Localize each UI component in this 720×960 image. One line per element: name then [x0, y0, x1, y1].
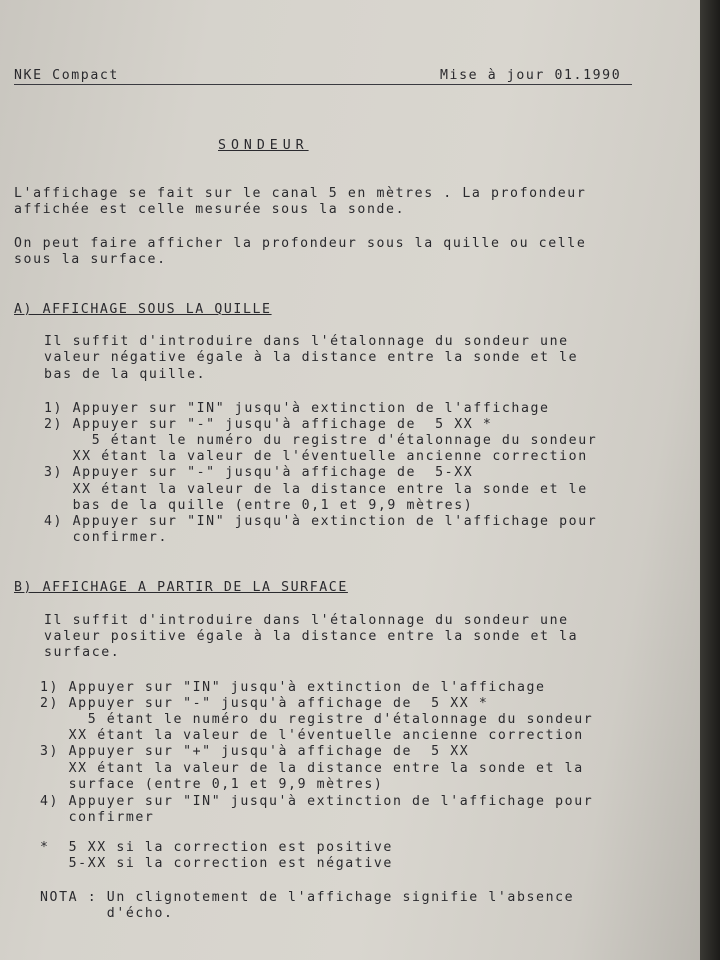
section-a-heading: A) AFFICHAGE SOUS LA QUILLE — [14, 302, 272, 317]
nota-line: NOTA : Un clignotement de l'affichage signifie l'absence — [40, 890, 575, 905]
nota-line: d'écho. — [40, 906, 174, 921]
section-b-step: 4) Appuyer sur "IN" jusqu'à extinction de l'affichage pour — [40, 794, 594, 809]
section-b-heading: B) AFFICHAGE A PARTIR DE LA SURFACE — [14, 580, 348, 595]
section-b-desc: surface. — [44, 645, 121, 660]
section-a-desc: valeur négative égale à la distance entre la sonde et le — [44, 350, 579, 365]
section-b-step: XX étant la valeur de l'éventuelle ancienne correction — [40, 728, 584, 743]
footnote: * 5 XX si la correction est positive — [40, 840, 393, 855]
section-a-step: confirmer. — [44, 530, 169, 545]
intro-line: sous la surface. — [14, 252, 167, 267]
header-right: Mise à jour 01.1990 — [440, 68, 622, 83]
section-a-step: XX étant la valeur de l'éventuelle ancienne correction — [44, 449, 588, 464]
section-b-step: 2) Appuyer sur "-" jusqu'à affichage de 5 XX * — [40, 696, 489, 711]
section-b-step: 3) Appuyer sur "+" jusqu'à affichage de 5 XX — [40, 744, 470, 759]
section-a-desc: bas de la quille. — [44, 367, 207, 382]
section-a-step: 2) Appuyer sur "-" jusqu'à affichage de 5 XX * — [44, 417, 493, 432]
intro-line: On peut faire afficher la profondeur sous la quille ou celle — [14, 236, 587, 251]
section-b-desc: valeur positive égale à la distance entre la sonde et la — [44, 629, 579, 644]
header-left: NKE Compact — [14, 68, 119, 83]
header-rule — [14, 84, 632, 85]
section-b-step: surface (entre 0,1 et 9,9 mètres) — [40, 777, 384, 792]
section-a-step: 4) Appuyer sur "IN" jusqu'à extinction de l'affichage pour — [44, 514, 598, 529]
intro-line: affichée est celle mesurée sous la sonde. — [14, 202, 406, 217]
section-a-step: 5 étant le numéro du registre d'étalonnage du sondeur — [44, 433, 598, 448]
section-b-step: 5 étant le numéro du registre d'étalonnage du sondeur — [40, 712, 594, 727]
section-b-desc: Il suffit d'introduire dans l'étalonnage du sondeur une — [44, 613, 569, 628]
section-b-step: 1) Appuyer sur "IN" jusqu'à extinction de l'affichage — [40, 680, 546, 695]
section-a-step: bas de la quille (entre 0,1 et 9,9 mètres) — [44, 498, 474, 513]
page-title: SONDEUR — [218, 138, 309, 153]
footnote: 5-XX si la correction est négative — [40, 856, 393, 871]
section-b-step: confirmer — [40, 810, 155, 825]
section-a-desc: Il suffit d'introduire dans l'étalonnage du sondeur une — [44, 334, 569, 349]
intro-line: L'affichage se fait sur le canal 5 en mètres . La profondeur — [14, 186, 587, 201]
section-a-step: XX étant la valeur de la distance entre la sonde et le — [44, 482, 588, 497]
section-a-step: 3) Appuyer sur "-" jusqu'à affichage de 5-XX — [44, 465, 474, 480]
section-a-step: 1) Appuyer sur "IN" jusqu'à extinction de l'affichage — [44, 401, 550, 416]
section-b-step: XX étant la valeur de la distance entre la sonde et la — [40, 761, 584, 776]
background-edge — [700, 0, 720, 960]
